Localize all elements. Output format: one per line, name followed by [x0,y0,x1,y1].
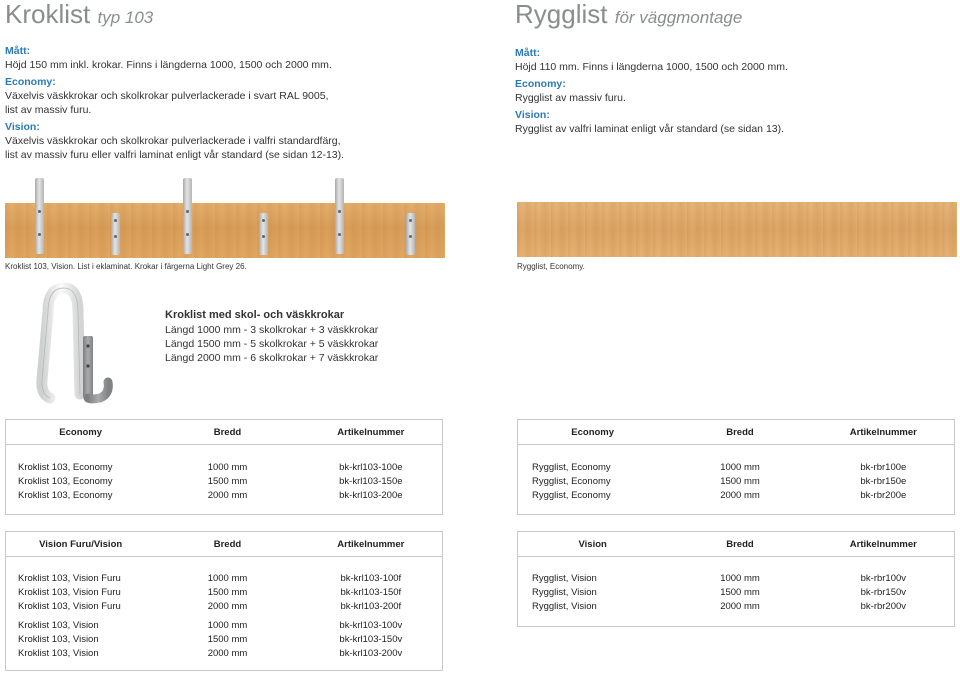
table-row [518,475,954,489]
table-cell: bk-rbr100e [860,462,907,473]
hook-configuration-text [165,308,378,365]
table-row [6,461,442,475]
spec-label-matt: Mått: [515,47,541,59]
table-cell: Kroklist 103, Vision Furu [18,573,121,584]
rygglist-economy-table [517,419,955,515]
kroklist-product-image [5,178,445,260]
bag-hook-image [111,213,120,255]
table-cell: bk-rbr200e [860,490,907,501]
table-cell: 1500 mm [720,587,760,598]
column-header: Artikelnummer [337,426,405,438]
table-cell: Rygglist, Vision [532,587,597,598]
spec-text: Växelvis väskkrokar och skolkrokar pulverlackerade i valfri standardfärg, [5,135,341,147]
table-cell: Kroklist 103, Vision [18,620,99,631]
column-header: Bredd [726,426,754,438]
rygglist-subtitle: för väggmontage [614,8,743,27]
school-hook-image [183,178,192,254]
hook-configuration-line: Längd 1000 mm - 3 skolkrokar + 3 väskkrokar [165,324,379,336]
column-header: Economy [59,426,103,438]
wood-plank [5,203,445,258]
table-cell: 1000 mm [720,462,760,473]
table-row [6,619,442,633]
column-header: Bredd [726,538,754,550]
school-hook-image [335,178,344,254]
spec-text: Höjd 110 mm. Finns i längderna 1000, 1500 och 2000 mm. [515,61,788,73]
table-cell: 1000 mm [720,573,760,584]
kroklist-caption: Kroklist 103, Vision. List i eklaminat. Krokar i färgerna Light Grey 26. [5,262,247,271]
column-header: Artikelnummer [849,538,917,550]
table-cell: Kroklist 103, Economy [18,490,113,501]
kroklist-economy-table [5,419,443,515]
column-header: Artikelnummer [337,538,405,550]
spec-text: Växelvis väskkrokar och skolkrokar pulverlackerade i svart RAL 9005, [5,90,329,102]
table-header [6,420,442,445]
spec-text: list av massiv furu. [5,104,92,116]
table-row [6,489,442,503]
spec-text: Rygglist av massiv furu. [515,92,626,104]
table-cell: 1000 mm [207,462,248,473]
table-cell: Rygglist, Economy [532,490,611,501]
hooks-closeup-image [34,282,118,404]
table-cell: 1000 mm [207,573,248,584]
spec-text: Höjd 150 mm inkl. krokar. Finns i längderna 1000, 1500 och 2000 mm. [5,59,332,71]
table-cell: Kroklist 103, Vision Furu [18,587,121,598]
table-cell: 1500 mm [207,476,248,487]
table-cell: 1500 mm [720,476,760,487]
table-cell: 2000 mm [207,490,248,501]
kroklist-specs [5,44,475,162]
table-cell: Kroklist 103, Vision [18,634,99,645]
table-cell: 2000 mm [207,601,248,612]
table-cell: bk-krl103-150f [340,587,402,598]
table-row [6,572,442,586]
bag-hook-image [406,213,415,255]
spec-label-economy: Economy: [515,78,566,90]
table-cell: bk-krl103-150e [339,476,403,487]
hook-drawing [34,282,118,404]
school-hook-image [35,178,44,254]
table-cell: bk-rbr150e [860,476,907,487]
table-cell: bk-rbr150v [860,587,907,598]
table-row [518,600,954,614]
table-cell: bk-rbr100v [860,573,907,584]
table-header [518,420,954,445]
rygglist-specs [515,46,955,136]
table-cell: Rygglist, Vision [532,601,597,612]
spec-label-vision: Vision: [515,109,550,121]
table-cell: Kroklist 103, Economy [18,462,113,473]
table-row [6,600,442,614]
column-header: Bredd [213,538,242,550]
table-row [518,489,954,503]
kroklist-heading [5,0,153,32]
table-cell: 2000 mm [720,601,760,612]
spec-label-vision: Vision: [5,121,40,133]
column-header: Bredd [213,426,242,438]
column-header: Vision Furu/Vision [39,538,123,550]
table-cell: Rygglist, Vision [532,573,597,584]
table-cell: 1500 mm [207,587,248,598]
rygglist-caption: Rygglist, Economy. [517,262,585,271]
table-cell: bk-krl103-200f [340,601,402,612]
column-header: Vision [578,538,607,550]
spec-text: list av massiv furu eller valfri laminat enligt vår standard (se sidan 12-13). [5,149,345,161]
spec-label-economy: Economy: [5,76,56,88]
table-cell: Kroklist 103, Vision Furu [18,601,121,612]
table-cell: Kroklist 103, Economy [18,476,113,487]
table-row [518,572,954,586]
kroklist-title: Kroklist [5,0,91,29]
table-cell: Rygglist, Economy [532,476,611,487]
table-cell: bk-rbr200v [860,601,907,612]
table-header [6,532,442,557]
table-cell: bk-krl103-200v [339,648,403,659]
table-row [518,586,954,600]
table-row [6,586,442,600]
column-header: Economy [571,426,615,438]
spec-label-matt: Mått: [5,45,31,57]
rygglist-heading [515,0,742,32]
table-cell: bk-krl103-100f [340,573,402,584]
hook-configuration-title: Kroklist med skol- och väskkrokar [165,309,345,321]
table-cell: 1000 mm [207,620,248,631]
table-cell: 1500 mm [207,634,248,645]
table-row [518,461,954,475]
table-cell: Rygglist, Economy [532,462,611,473]
kroklist-vision-table [5,531,443,671]
table-cell: bk-krl103-100e [339,462,403,473]
rygglist-vision-table [517,531,955,627]
rygglist-title: Rygglist [515,0,608,29]
kroklist-subtitle: typ 103 [97,8,154,27]
table-row [6,633,442,647]
table-row [6,647,442,661]
rygglist-product-image [517,202,957,257]
table-cell: 2000 mm [207,648,248,659]
table-cell: bk-krl103-100v [339,620,403,631]
hook-configuration-line: Längd 2000 mm - 6 skolkrokar + 7 väskkrokar [165,352,379,364]
spec-text: Rygglist av valfri laminat enligt vår standard (se sidan 13). [515,123,785,135]
column-header: Artikelnummer [849,426,917,438]
table-cell: bk-krl103-200e [339,490,403,501]
bag-hook-image [259,213,268,255]
table-cell: bk-krl103-150v [339,634,403,645]
table-cell: 2000 mm [720,490,760,501]
table-row [6,475,442,489]
table-header [518,532,954,557]
hook-configuration-line: Längd 1500 mm - 5 skolkrokar + 5 väskkrokar [165,338,379,350]
table-cell: Kroklist 103, Vision [18,648,99,659]
